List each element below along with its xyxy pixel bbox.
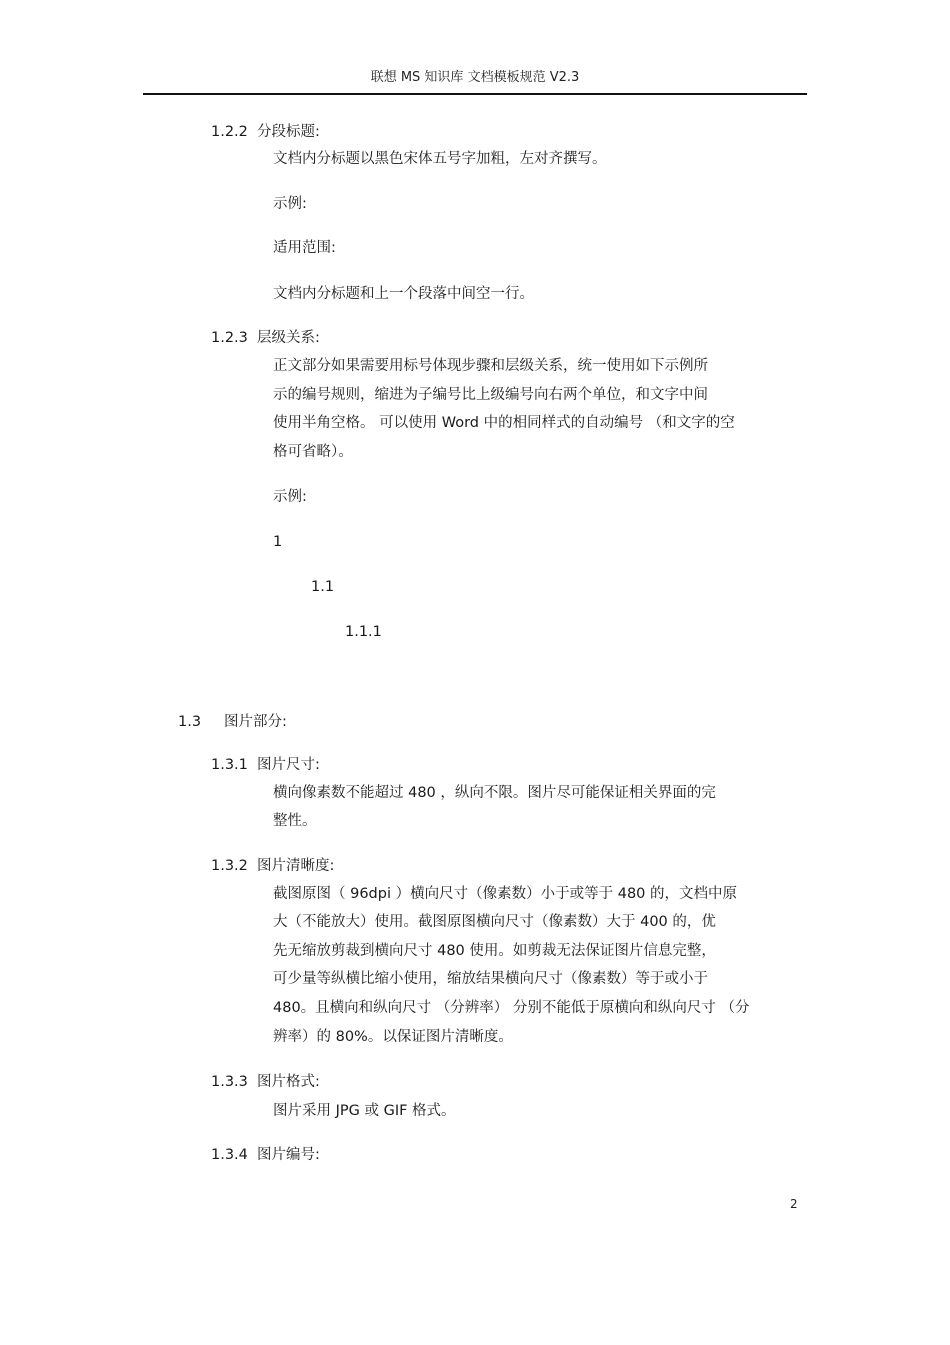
- paragraph-line: 辨率）的 80%。以保证图片清晰度。: [273, 1029, 513, 1045]
- example-label: 示例:: [273, 196, 307, 212]
- section-title: 图片编号:: [257, 1147, 320, 1163]
- scope-label: 适用范围:: [273, 240, 336, 256]
- section-title: 分段标题:: [257, 124, 320, 140]
- section-number: 1.3.1: [211, 757, 248, 773]
- section-title: 图片清晰度:: [257, 858, 335, 874]
- section-heading-1-3-4: [211, 1145, 320, 1165]
- section-number: 1.3: [178, 714, 202, 730]
- paragraph-line: 正文部分如果需要用标号体现步骤和层级关系，统一使用如下示例所: [273, 358, 708, 374]
- section-title: 图片部分:: [224, 714, 287, 730]
- paragraph-line: 文档内分标题和上一个段落中间空一行。: [273, 286, 534, 302]
- example-label: 示例:: [273, 489, 307, 505]
- paragraph-line: 使用半角空格。 可以使用 Word 中的相同样式的自动编号 （和文字的空: [273, 415, 735, 431]
- paragraph-line: 横向像素数不能超过 480 ，纵向不限。图片尽可能保证相关界面的完: [273, 785, 716, 801]
- section-number: 1.3.2: [211, 858, 248, 874]
- paragraph-line: 大（不能放大）使用。截图原图横向尺寸（像素数）大于 400 的，优: [273, 914, 716, 930]
- section-number: 1.2.3: [211, 330, 248, 346]
- section-heading-1-3-3: [211, 1072, 320, 1092]
- paragraph-line: 图片采用 JPG 或 GIF 格式。: [273, 1103, 456, 1119]
- section-heading-1-3-1: [211, 755, 320, 775]
- example-level-1: 1: [273, 534, 283, 550]
- paragraph-line: 先无缩放剪裁到横向尺寸 480 使用。如剪裁无法保证图片信息完整，: [273, 943, 716, 959]
- paragraph-line: 文档内分标题以黑色宋体五号字加粗，左对齐撰写。: [273, 151, 607, 167]
- example-level-3: 1.1.1: [345, 624, 382, 640]
- paragraph-line: 格可省略）。: [273, 444, 353, 460]
- header-rule: [143, 93, 807, 95]
- page-number: 2: [790, 1197, 798, 1211]
- example-level-2: 1.1: [311, 579, 335, 595]
- section-heading-1-2-3: [211, 328, 320, 348]
- paragraph-line: 可少量等纵横比缩小使用，缩放结果横向尺寸（像素数）等于或小于: [273, 971, 708, 987]
- section-heading-1-3: [178, 712, 287, 732]
- page-header: 联想 MS 知识库 文档模板规范 V2.3: [370, 70, 580, 85]
- section-heading-1-3-2: [211, 856, 334, 876]
- section-number: 1.3.3: [211, 1074, 248, 1090]
- section-number: 1.2.2: [211, 124, 248, 140]
- section-title: 图片尺寸:: [257, 757, 320, 773]
- paragraph-line: 截图原图（ 96dpi ）横向尺寸（像素数）小于或等于 480 的，文档中原: [273, 886, 737, 902]
- paragraph-line: 整性。: [273, 813, 317, 829]
- paragraph-line: 480。且横向和纵向尺寸 （分辨率） 分别不能低于原横向和纵向尺寸 （分: [273, 1000, 750, 1016]
- section-title: 层级关系:: [257, 330, 320, 346]
- section-heading-1-2-2: [211, 122, 320, 142]
- paragraph-line: 示的编号规则，缩进为子编号比上级编号向右两个单位，和文字中间: [273, 387, 708, 403]
- section-title: 图片格式:: [257, 1074, 320, 1090]
- section-number: 1.3.4: [211, 1147, 248, 1163]
